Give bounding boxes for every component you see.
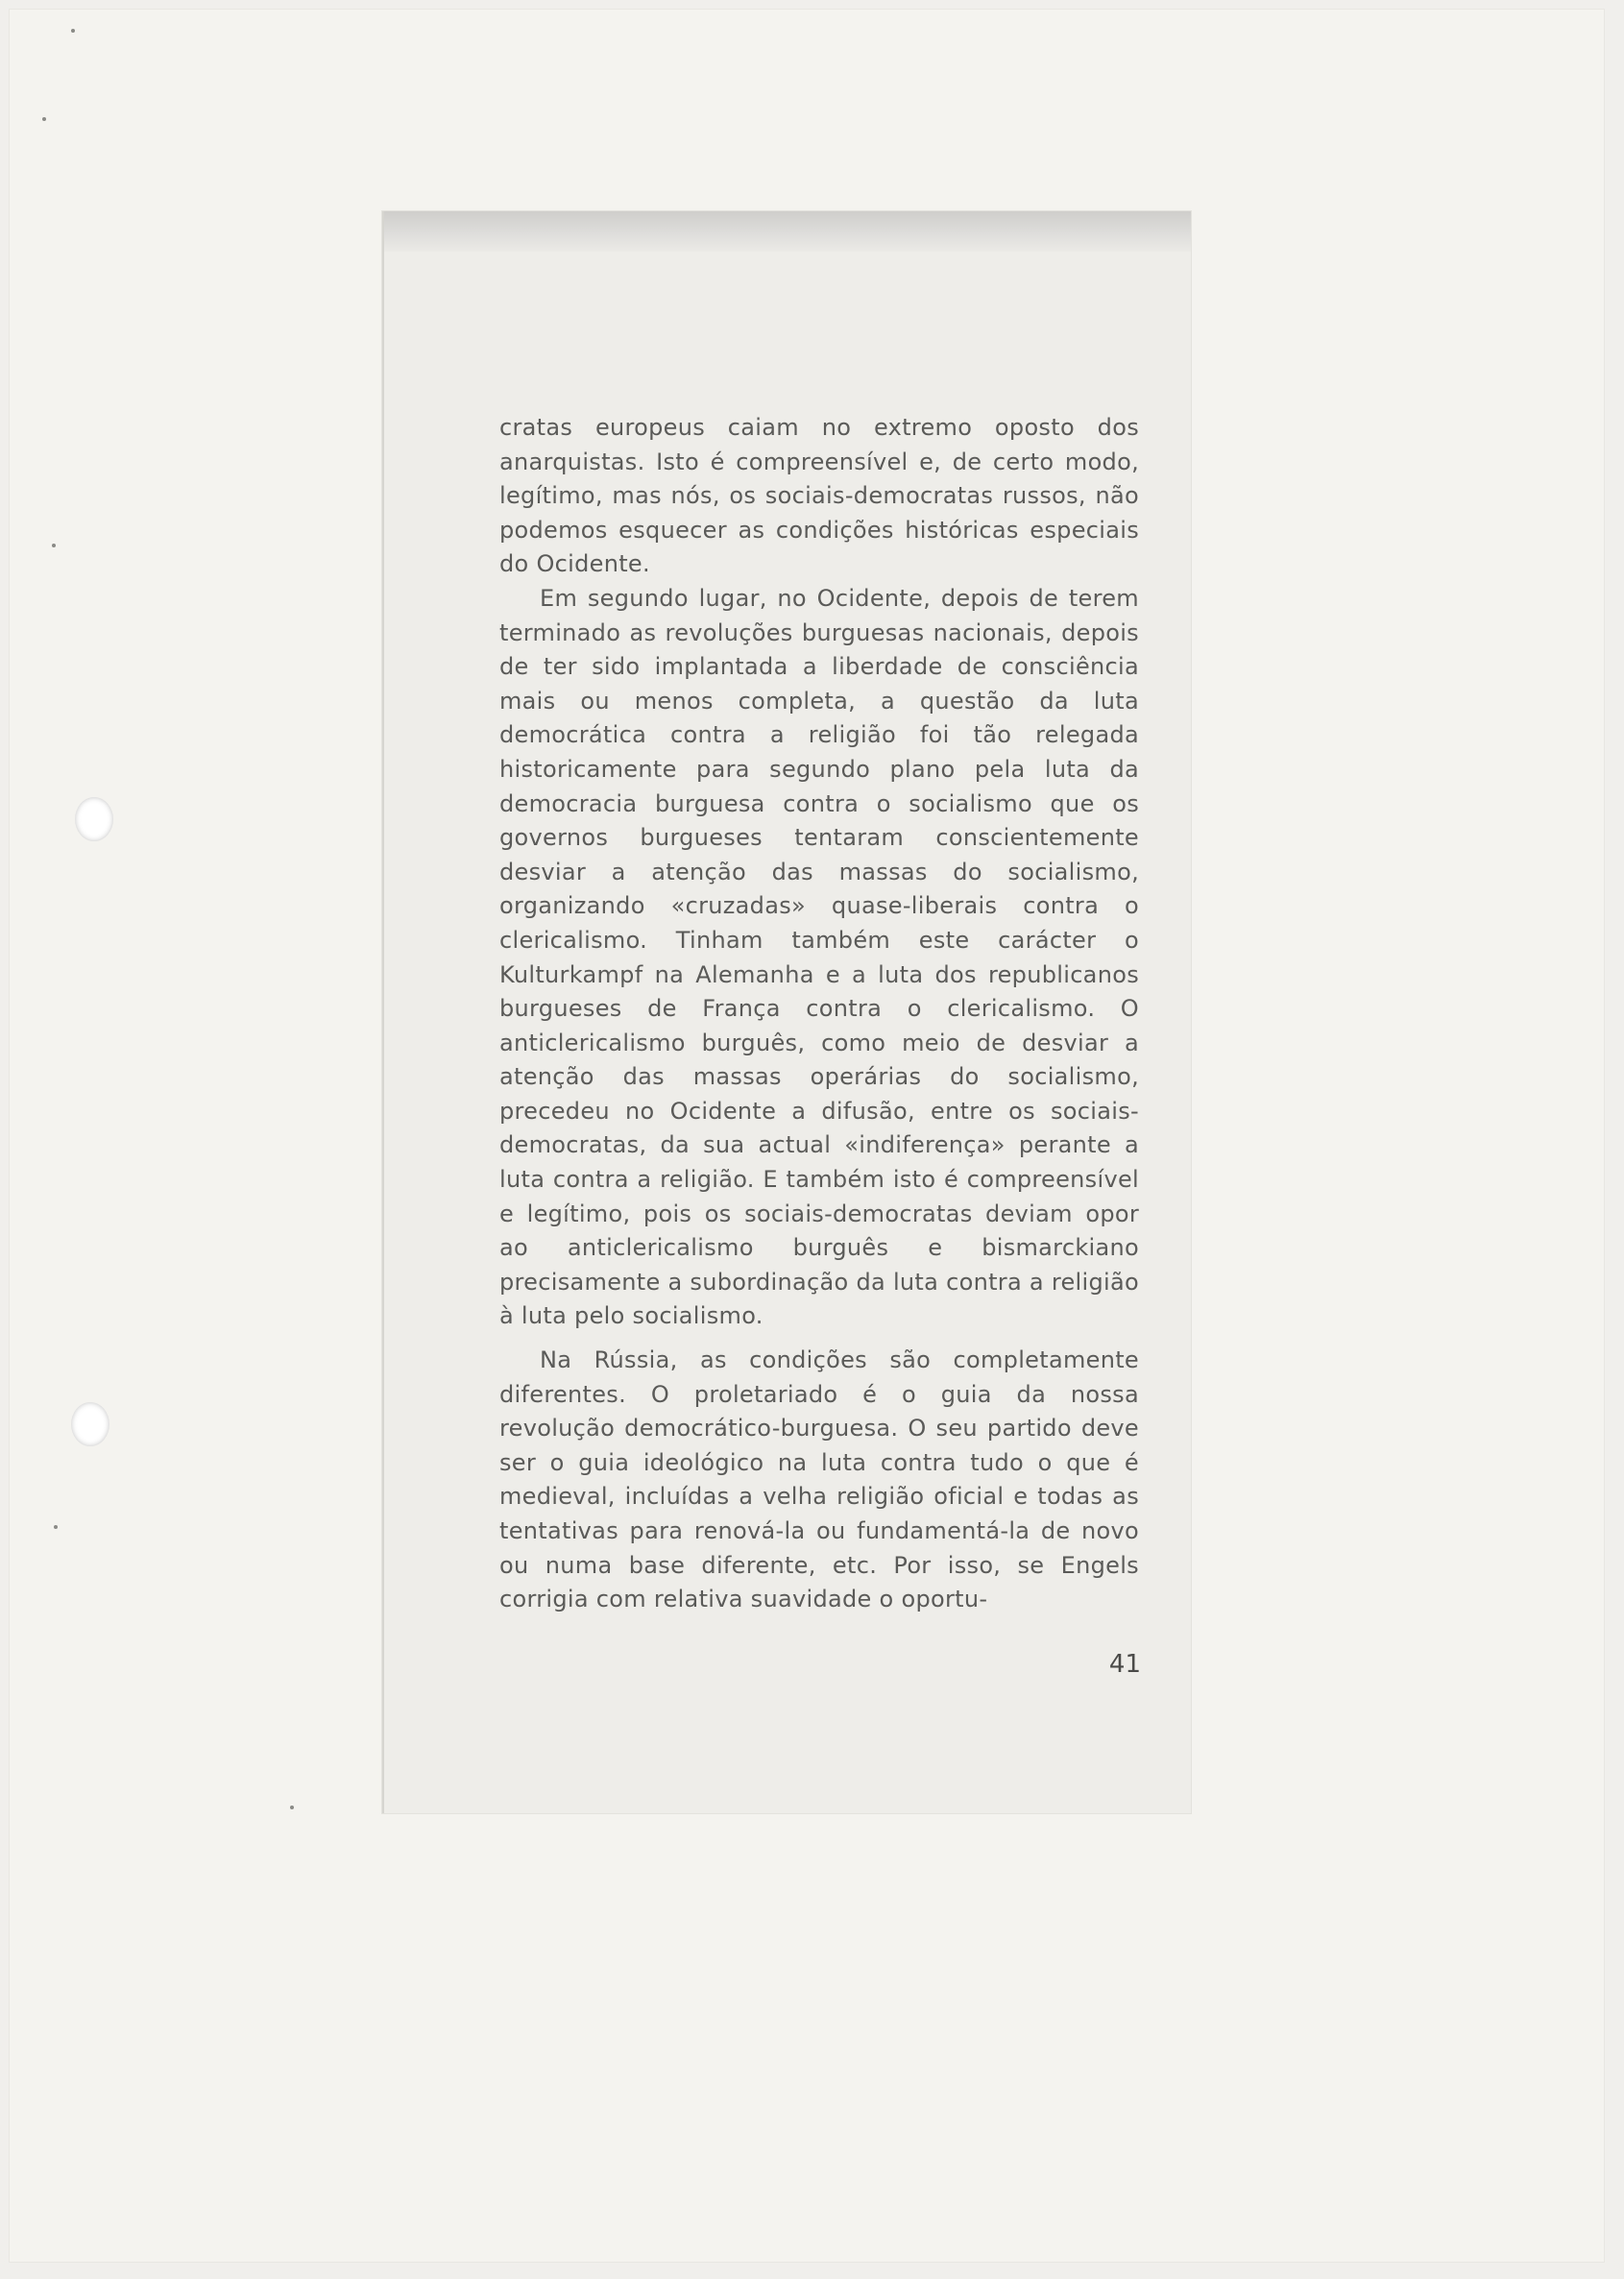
paper-speck	[290, 1806, 294, 1809]
paper-speck	[42, 117, 46, 121]
clipping-top-edge	[384, 211, 1191, 252]
paper-speck	[52, 544, 56, 547]
newspaper-clipping	[382, 211, 1191, 1813]
paragraph-1: cratas europeus caiam no extremo oposto dos anarquistas. Isto é compreensível e, de certo modo, legítimo, mas nós, os sociais-democratas russos, não podemos esquecer as condições históricas especiais do Ocidente.	[499, 414, 1139, 578]
body-text	[499, 411, 1139, 1617]
punch-hole-top	[75, 797, 113, 841]
paragraph-3: Na Rússia, as condições são completamente diferentes. O proletariado é o guia da nossa revolução democrático-burguesa. O seu partido deve ser o guia ideológico na luta contra tudo o que é medieval, incluídas a velha religião oficial e todas as tentativas para renová-la ou fundamentá-la de novo ou numa base diferente, etc. Por isso, se Engels corrigia com relativa suavidade o oportu-	[499, 1346, 1139, 1613]
punch-hole-bottom	[71, 1402, 109, 1446]
paper-speck	[71, 29, 75, 33]
page-number: 41	[1108, 1650, 1141, 1679]
paragraph-2: Em segundo lugar, no Ocidente, depois de terem terminado as revoluções burguesas nacionais, depois de ter sido implantada a liberdade de consciência mais ou menos completa, a questão da luta democrática contra a religião foi tão relegada historicamente para segundo plano pela luta da democracia burguesa contra o socialismo que os governos burgueses tentaram conscientemente desviar a atenção das massas do socialismo, organizando «cruzadas» quase-liberais contra o clericalismo. Tinham também este carácter o Kulturkampf na Alemanha e a luta dos republicanos burgueses de França contra o clericalismo. O anticlericalismo burguês, como meio de desviar a atenção das massas operárias do socialismo, precedeu no Ocidente a difusão, entre os sociais-democratas, da sua actual «indiferença» perante a luta contra a religião. E também isto é compreensível e legítimo, pois os sociais-democratas deviam opor ao anticlericalismo burguês e bismarckiano precisamente a subordinação da luta contra a religião à luta pelo socialismo.	[499, 584, 1139, 1330]
paper-speck	[54, 1525, 58, 1529]
